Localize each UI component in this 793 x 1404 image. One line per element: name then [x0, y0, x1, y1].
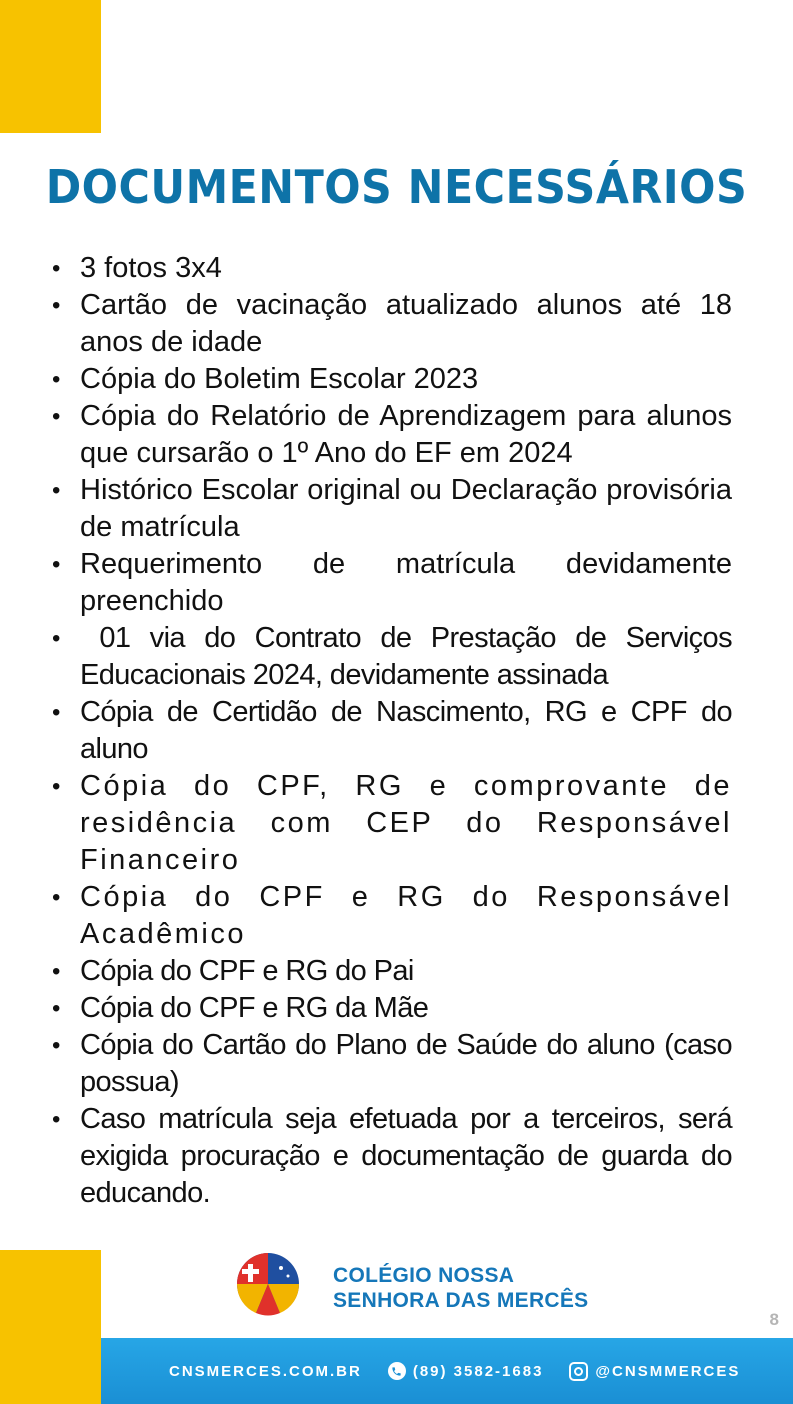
phone-icon	[388, 1362, 406, 1380]
list-item: • Cópia do CPF e RG da Mãe	[52, 992, 429, 1024]
list-item: • 3 fotos 3x4	[52, 252, 222, 284]
yellow-accent-top	[0, 0, 101, 133]
list-item: • Cópia do CPF, RG e comprovante de residência com CEP do Responsável Financeiro	[52, 770, 732, 876]
list-item: • Cópia do CPF e RG do Pai	[52, 955, 414, 987]
school-name	[333, 1263, 588, 1313]
list-item: • Caso matrícula seja efetuada por a terceiros, será exigida procuração e documentação de guarda do educando.	[52, 1103, 732, 1209]
list-item: • Cópia do CPF e RG do Responsável Acadêmico	[52, 881, 732, 950]
list-item: • Cartão de vacinação atualizado alunos até 18 anos de idade	[52, 289, 732, 358]
list-item: • 01 via do Contrato de Prestação de Serviços Educacionais 2024, devidamente assinada	[52, 622, 740, 691]
phone-contact[interactable]: (89) 3582-1683	[388, 1362, 544, 1380]
logo	[236, 1252, 300, 1316]
page-number: 8	[769, 1310, 779, 1329]
website-link[interactable]: CNSMERCES.COM.BR	[169, 1362, 362, 1380]
school-name-line1: COLÉGIO NOSSA	[333, 1264, 515, 1287]
yellow-accent-bottom	[0, 1250, 101, 1404]
document-list	[52, 250, 740, 1212]
instagram-icon	[569, 1362, 588, 1381]
list-item: • Cópia do Boletim Escolar 2023	[52, 363, 479, 395]
list-item: • Histórico Escolar original ou Declaração provisória de matrícula	[52, 474, 732, 543]
instagram-link[interactable]: @CNSMMERCES	[569, 1362, 740, 1381]
school-name-line2: SENHORA DAS MERCÊS	[333, 1289, 589, 1312]
footer-bar	[101, 1338, 793, 1404]
list-item: • Requerimento de matrícula devidamente preenchido	[52, 548, 732, 617]
list-item: • Cópia de Certidão de Nascimento, RG e CPF do aluno	[52, 696, 732, 765]
page-title: DOCUMENTOS NECESSÁRIOS	[45, 160, 748, 214]
list-item: • Cópia do Relatório de Aprendizagem para alunos que cursarão o 1º Ano do EF em 2024	[52, 400, 732, 469]
list-item: • Cópia do Cartão do Plano de Saúde do aluno (caso possua)	[52, 1029, 732, 1098]
